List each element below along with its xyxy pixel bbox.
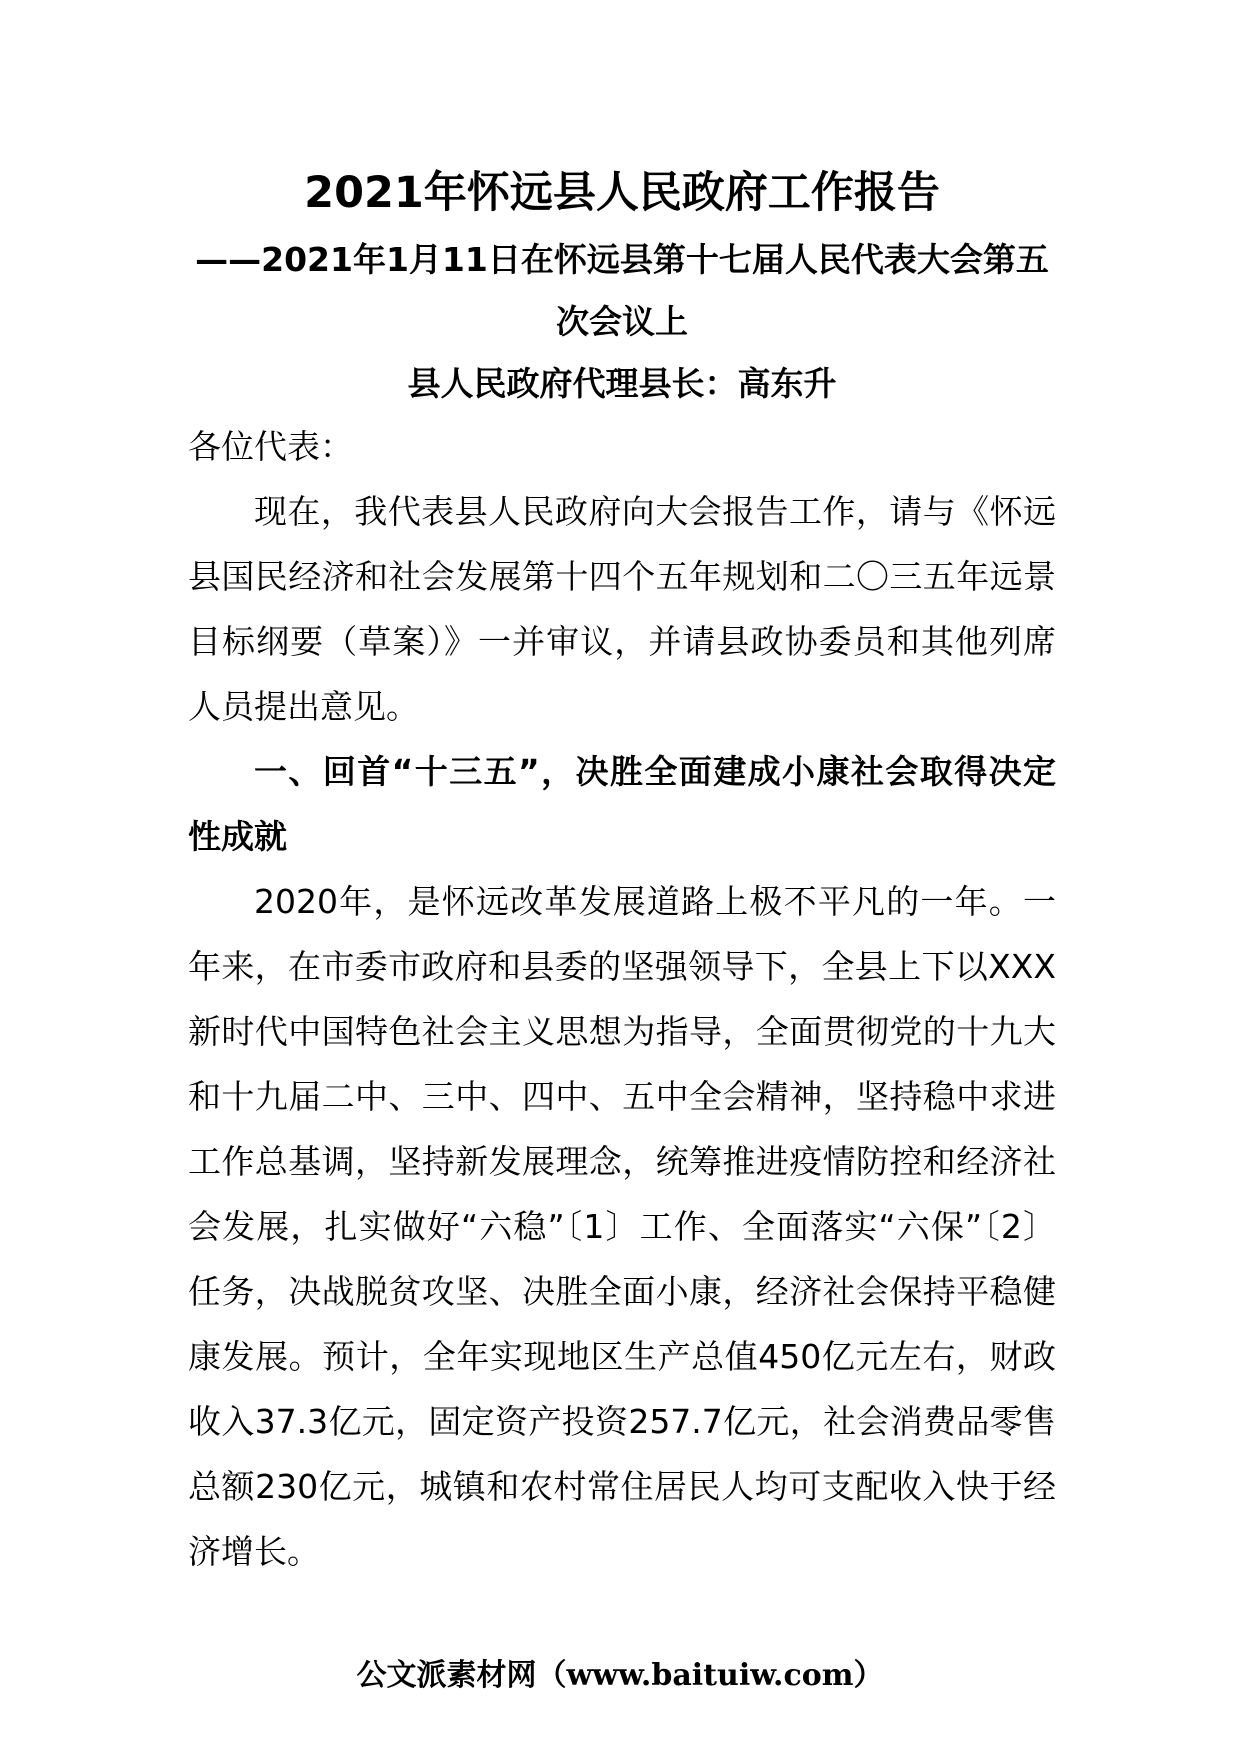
author-line: 县人民政府代理县长：高东升 — [407, 364, 837, 403]
document-subtitle: ——2021年1月11日在怀远县第十七届人民代表大会第五次会议上 — [195, 240, 1049, 341]
salutation: 各位代表： — [188, 427, 353, 466]
footer-watermark: 公文派素材网（www.baituiw.com） — [356, 1658, 884, 1693]
intro-paragraph: 现在，我代表县人民政府向大会报告工作，请与《怀远县国民经济和社会发展第十四个五年规划和二〇三五年远景目标纲要（草案）》一并审议，并请县政协委员和其他列席人员提出意见。 — [188, 492, 1056, 726]
document-title: 2021年怀远县人民政府工作报告 — [304, 168, 940, 218]
section-heading: 一、回首“十三五”，决胜全面建成小康社会取得决定性成就 — [188, 752, 1056, 856]
document-body — [188, 163, 1056, 1584]
section-paragraph: 2020年，是怀远改革发展道路上极不平凡的一年。一年来，在市委市政府和县委的坚强领导下，全县上下以XXX新时代中国特色社会主义思想为指导，全面贯彻党的十九大和十九届二中、三中、四中、五中全会精神，坚持稳中求进工作总基调，坚持新发展理念，统筹推进疫情防控和经济社会发展，扎实做好“六稳”〔1〕工作、全面落实“六保”〔2〕任务，决战脱贫攻坚、决胜全面小康，经济社会保持平稳健康发展。预计，全年实现地区生产总值450亿元左右，财政收入37.3亿元，固定资产投资257.7亿元，社会消费品零售总额230亿元，城镇和农村常住居民人均可支配收入快于经济增长。 — [188, 882, 1056, 1571]
